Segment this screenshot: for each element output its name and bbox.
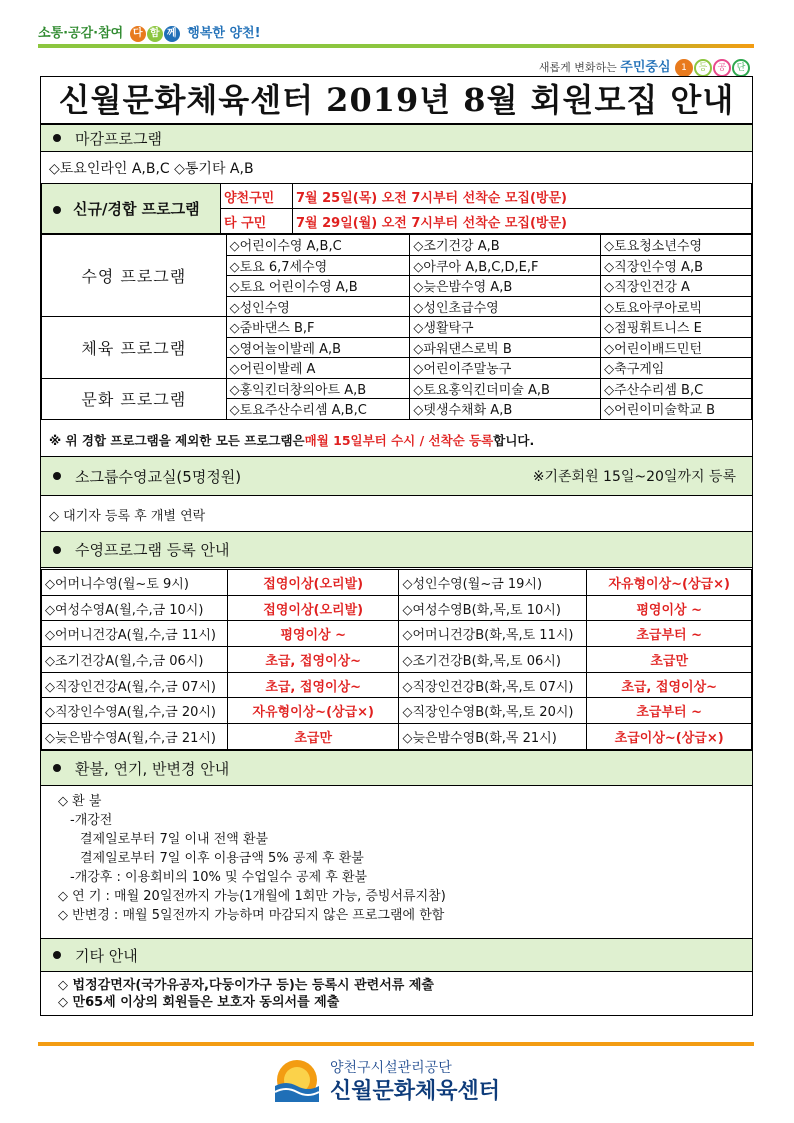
- small-group-bar: [41, 456, 752, 496]
- refund-line: 결제일로부터 7일 이후 이용금액 5% 공제 후 환불: [80, 851, 364, 866]
- sun-logo-icon: [272, 1056, 322, 1102]
- program-item: ◇어린이미술학교 B: [601, 399, 752, 420]
- program-item: ◇축구게임: [601, 358, 752, 379]
- closed-heading: 마감프로그램: [75, 129, 162, 148]
- program-item: ◇파워댄스로빅 B: [410, 337, 601, 358]
- closed-items: ◇토요인라인 A,B,C ◇통기타 A,B: [49, 161, 254, 177]
- refund-line: ◇ 반변경 : 매월 5일전까지 가능하며 마감되지 않은 프로그램에 한함: [58, 908, 445, 923]
- program-table: [41, 234, 752, 420]
- swim-level: 초급, 접영이상~: [227, 647, 399, 673]
- program-item: ◇토요아쿠아로빅: [601, 296, 752, 317]
- swim-level: 접영이상(오리발): [227, 570, 399, 596]
- refund-line: ◇ 연 기 : 매월 20일전까지 가능(1개월에 1회만 가능, 증빙서류지참): [58, 889, 446, 904]
- program-item: ◇뎃생수채화 A,B: [410, 399, 601, 420]
- swim-level: 평영이상 ~: [227, 621, 399, 647]
- recruit-when: 7월 25일(목) 오전 7시부터 선착순 모집(방문): [293, 184, 752, 209]
- program-item: ◇아쿠아 A,B,C,D,E,F: [410, 255, 601, 276]
- program-item: ◇홍익킨더창의아트 A,B: [226, 378, 410, 399]
- badge-3: 공: [713, 59, 731, 77]
- swim-level: 초급부터 ~: [587, 698, 752, 724]
- swim-class: ◇어머니수영(월~토 9시): [42, 570, 228, 596]
- slogan-text-2: 행복한 양천!: [187, 26, 261, 41]
- swim-class: ◇직장인건강A(월,수,금 07시): [42, 672, 228, 698]
- recruit-heading: 신규/경합 프로그램: [73, 200, 200, 218]
- etc-heading: 기타 안내: [75, 946, 138, 965]
- program-item: ◇점핑휘트니스 E: [601, 317, 752, 338]
- swim-level: 자유형이상~(상급×): [227, 698, 399, 724]
- program-note-a: ※ 위 경합 프로그램을 제외한 모든 프로그램은: [49, 433, 305, 448]
- program-item: ◇어린이수영 A,B,C: [226, 235, 410, 256]
- recruit-who: 양천구민: [221, 184, 293, 209]
- swim-reg-bar: [41, 531, 752, 568]
- footer-center-name: 신월문화체육센터: [330, 1079, 501, 1104]
- swim-level: 초급만: [227, 724, 399, 750]
- swim-level: 초급만: [587, 647, 752, 673]
- small-group-note: ※기존회원 15일~20일까지 등록: [532, 469, 736, 485]
- program-item: ◇영어놀이발레 A,B: [226, 337, 410, 358]
- refund-line: ◇ 환 불: [58, 794, 102, 809]
- program-note-highlight: 매월 15일부터 수시 / 선착순 등록: [304, 433, 494, 448]
- program-item: ◇생활탁구: [410, 317, 601, 338]
- swim-reg-table: [41, 569, 752, 750]
- header-rule: [38, 44, 754, 48]
- bullet-icon: [53, 764, 61, 772]
- swim-class: ◇어머니건강B(화,목,토 11시): [399, 621, 587, 647]
- refund-line: -개강전: [70, 813, 113, 828]
- category-culture: 문화 프로그램: [42, 378, 227, 419]
- swim-level: 초급이상~(상급×): [587, 724, 752, 750]
- recruit-table: [41, 183, 752, 234]
- small-group-detail: ◇ 대기자 등록 후 개별 연락: [49, 508, 206, 524]
- program-item: ◇토요 6,7세수영: [226, 255, 410, 276]
- program-item: ◇조기건강 A,B: [410, 235, 601, 256]
- swim-level: 접영이상(오리발): [227, 595, 399, 621]
- refund-line: -개강후 : 이용회비의 10% 및 수업일수 공제 후 환불: [70, 870, 368, 885]
- program-item: ◇어린이배드민턴: [601, 337, 752, 358]
- program-item: ◇성인초급수영: [410, 296, 601, 317]
- program-item: ◇직장인건강 A: [601, 276, 752, 297]
- swim-level: 초급부터 ~: [587, 621, 752, 647]
- swim-class: ◇늦은밤수영A(월,수,금 21시): [42, 724, 228, 750]
- swim-class: ◇늦은밤수영B(화,목 21시): [399, 724, 587, 750]
- badge-1: 1: [675, 59, 693, 77]
- refund-bar: [41, 750, 752, 786]
- swim-class: ◇여성수영B(화,목,토 10시): [399, 595, 587, 621]
- program-item: ◇성인수영: [226, 296, 410, 317]
- slogan-left: [38, 22, 261, 42]
- bullet-icon: [53, 472, 61, 480]
- recruit-when: 7월 29일(월) 오전 7시부터 선착순 모집(방문): [293, 209, 752, 234]
- program-item: ◇늦은밤수영 A,B: [410, 276, 601, 297]
- swim-class: ◇여성수영A(월,수,금 10시): [42, 595, 228, 621]
- program-item: ◇어린이주말농구: [410, 358, 601, 379]
- slogan-badge: 다 함 께: [130, 25, 181, 42]
- swim-class: ◇직장인수영A(월,수,금 20시): [42, 698, 228, 724]
- program-item: ◇토요청소년수영: [601, 235, 752, 256]
- etc-line: ◇ 법정감면자(국가유공자,다둥이가구 등)는 등록시 관련서류 제출: [58, 978, 434, 993]
- closed-heading-bar: [41, 124, 752, 152]
- slogan-right-bold: 주민중심: [620, 60, 671, 75]
- slogan-right-text: 새롭게 변화하는: [538, 61, 617, 74]
- program-item: ◇토요 어린이수영 A,B: [226, 276, 410, 297]
- swim-class: ◇직장인수영B(화,목,토 20시): [399, 698, 587, 724]
- program-item: ◇직장인수영 A,B: [601, 255, 752, 276]
- swim-class: ◇어머니건강A(월,수,금 11시): [42, 621, 228, 647]
- program-note: [41, 425, 752, 455]
- recruit-heading-cell: [42, 184, 221, 234]
- bullet-icon: [53, 951, 61, 959]
- etc-body: [58, 977, 434, 1011]
- swim-reg-heading: 수영프로그램 등록 안내: [75, 541, 230, 559]
- badge-4: 단: [732, 59, 750, 77]
- recruit-who: 타 구민: [221, 209, 293, 234]
- small-group-heading: 소그룹수영교실(5명정원): [75, 467, 242, 486]
- bullet-icon: [53, 206, 61, 214]
- category-swim: 수영 프로그램: [42, 235, 227, 317]
- slogan-right: [539, 56, 750, 77]
- bullet-icon: [53, 134, 61, 142]
- program-item: ◇줌바댄스 B,F: [226, 317, 410, 338]
- footer-rule: [38, 1042, 754, 1046]
- program-item: ◇주산수리셈 B,C: [601, 378, 752, 399]
- program-item: ◇어린이발레 A: [226, 358, 410, 379]
- refund-line: 결제일로부터 7일 이내 전액 환불: [80, 832, 269, 847]
- program-note-c: 합니다.: [493, 433, 535, 448]
- swim-level: 자유형이상~(상급×): [587, 570, 752, 596]
- etc-line: ◇ 만65세 이상의 회원들은 보호자 동의서를 제출: [58, 995, 340, 1010]
- etc-bar: [41, 938, 752, 972]
- bullet-icon: [53, 546, 61, 554]
- refund-heading: 환불, 연기, 반변경 안내: [75, 759, 230, 778]
- swim-class: ◇조기건강B(화,목,토 06시): [399, 647, 587, 673]
- swim-class: ◇조기건강A(월,수,금 06시): [42, 647, 228, 673]
- refund-body: [58, 792, 446, 925]
- swim-class: ◇성인수영(월~금 19시): [399, 570, 587, 596]
- swim-class: ◇직장인건강B(화,목,토 07시): [399, 672, 587, 698]
- swim-level: 초급, 접영이상~: [227, 672, 399, 698]
- program-item: ◇토요홍익킨더미술 A,B: [410, 378, 601, 399]
- slogan-text: 소통·공감·참여: [38, 26, 124, 41]
- badge-2: 등: [694, 59, 712, 77]
- page-title: 신월문화체육센터 2019년 8월 회원모집 안내: [40, 76, 753, 124]
- swim-level: 초급, 접영이상~: [587, 672, 752, 698]
- category-sports: 체육 프로그램: [42, 317, 227, 379]
- program-item: ◇토요주산수리셈 A,B,C: [226, 399, 410, 420]
- footer-org: 양천구시설관리공단: [330, 1060, 452, 1076]
- swim-level: 평영이상 ~: [587, 595, 752, 621]
